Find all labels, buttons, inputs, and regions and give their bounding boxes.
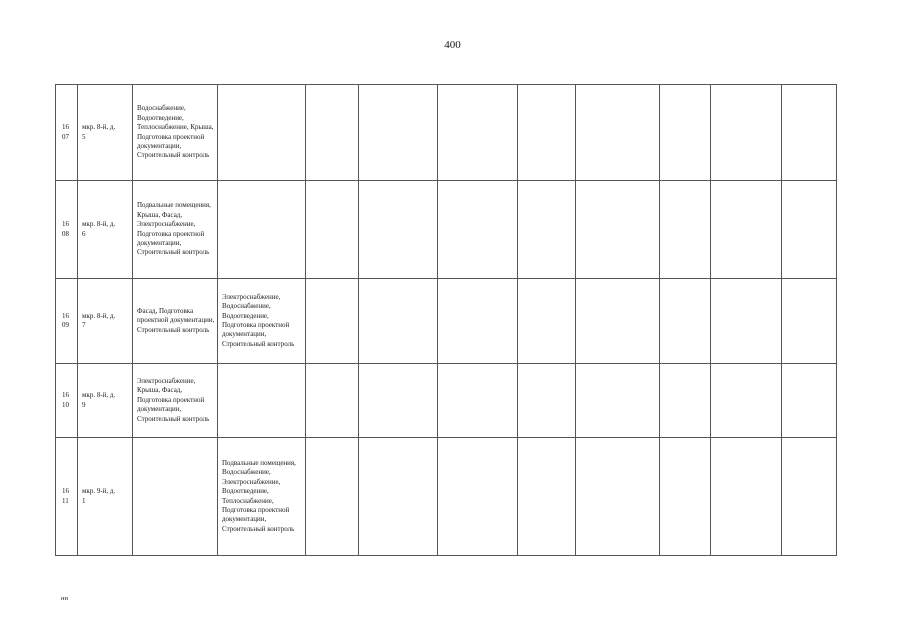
table-row (56, 364, 837, 438)
empty-cell (518, 364, 576, 438)
empty-cell (306, 181, 359, 279)
page-number: 400 (444, 39, 461, 51)
row-number: 16 08 (56, 181, 78, 279)
empty-cell (306, 279, 359, 364)
empty-cell (711, 438, 782, 556)
empty-cell (438, 438, 518, 556)
address-cell: мкр. 9-й, д. 1 (78, 438, 133, 556)
works-cell: Подвальные помещения, Крыша, Фасад, Электроснабжение, Подготовка проектной документации, Строительный контроль (133, 181, 218, 279)
table-row (56, 438, 837, 556)
address-cell: мкр. 8-й, д. 7 (78, 279, 133, 364)
footer-mark: нн (61, 595, 68, 602)
empty-cell (660, 364, 711, 438)
works-cell (218, 181, 306, 279)
repair-schedule-table (55, 84, 837, 556)
empty-cell (306, 438, 359, 556)
empty-cell (359, 279, 438, 364)
empty-cell (518, 181, 576, 279)
empty-cell (359, 438, 438, 556)
row-number: 16 07 (56, 85, 78, 181)
empty-cell (306, 364, 359, 438)
row-number: 16 09 (56, 279, 78, 364)
empty-cell (518, 438, 576, 556)
empty-cell (576, 279, 660, 364)
works-cell (218, 364, 306, 438)
address-cell: мкр. 8-й, д. 6 (78, 181, 133, 279)
empty-cell (518, 85, 576, 181)
empty-cell (660, 279, 711, 364)
empty-cell (782, 279, 837, 364)
empty-cell (660, 181, 711, 279)
empty-cell (438, 279, 518, 364)
works-cell: Электроснабжение, Водоснабжение, Водоотведение, Подготовка проектной документации, Строительный контроль (218, 279, 306, 364)
empty-cell (306, 85, 359, 181)
row-number: 16 11 (56, 438, 78, 556)
empty-cell (359, 85, 438, 181)
works-cell: Электроснабжение, Крыша, Фасад, Подготовка проектной документации, Строительный контроль (133, 364, 218, 438)
works-cell: Фасад, Подготовка проектной документации, Строительный контроль (133, 279, 218, 364)
works-cell (218, 85, 306, 181)
address-cell: мкр. 8-й, д. 9 (78, 364, 133, 438)
empty-cell (518, 279, 576, 364)
empty-cell (711, 85, 782, 181)
row-number: 16 10 (56, 364, 78, 438)
table-row (56, 85, 837, 181)
empty-cell (576, 364, 660, 438)
empty-cell (576, 181, 660, 279)
empty-cell (711, 364, 782, 438)
empty-cell (438, 85, 518, 181)
address-cell: мкр. 8-й, д. 5 (78, 85, 133, 181)
empty-cell (782, 181, 837, 279)
works-cell: Водоснабжение, Водоотведение, Теплоснабжение, Крыша, Подготовка проектной документации, Строительный контроль (133, 85, 218, 181)
table-row (56, 279, 837, 364)
empty-cell (576, 85, 660, 181)
empty-cell (438, 364, 518, 438)
empty-cell (782, 438, 837, 556)
empty-cell (711, 279, 782, 364)
empty-cell (576, 438, 660, 556)
empty-cell (660, 85, 711, 181)
empty-cell (359, 181, 438, 279)
empty-cell (782, 85, 837, 181)
empty-cell (660, 438, 711, 556)
works-cell (133, 438, 218, 556)
empty-cell (782, 364, 837, 438)
works-cell: Подвальные помещения, Водоснабжение, Электроснабжение, Водоотведение, Теплоснабжение, Подготовка проектной документации, Строительный контроль (218, 438, 306, 556)
empty-cell (711, 181, 782, 279)
table-body (56, 85, 837, 556)
empty-cell (438, 181, 518, 279)
empty-cell (359, 364, 438, 438)
table-row (56, 181, 837, 279)
